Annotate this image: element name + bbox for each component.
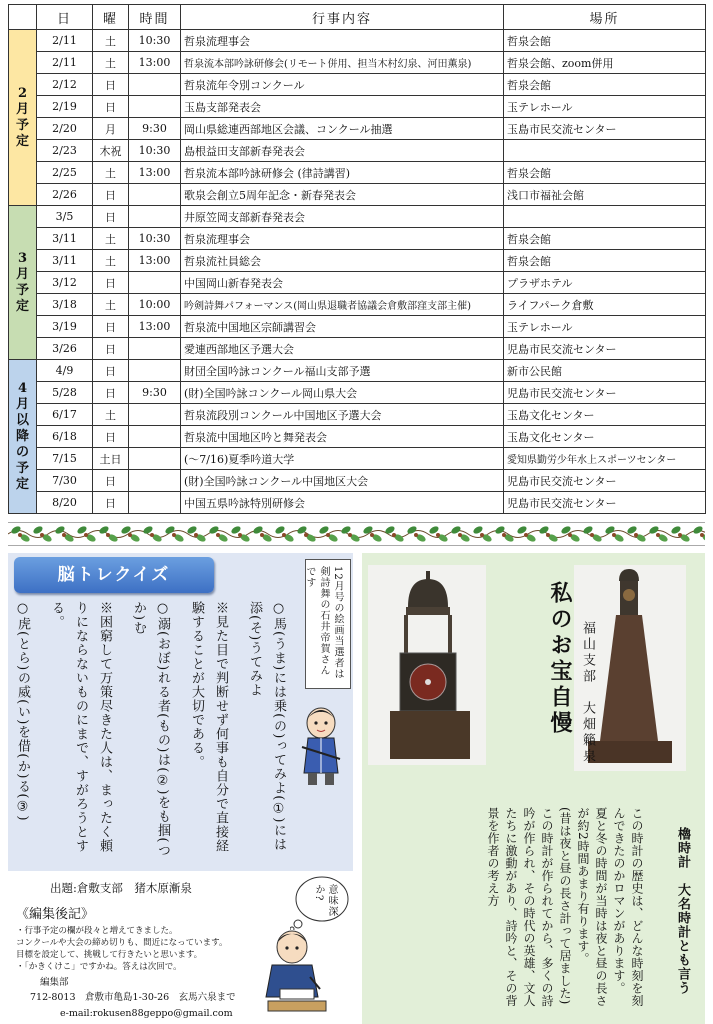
cell-event: 哲泉流社員総会 bbox=[181, 250, 504, 272]
cell-weekday: 日 bbox=[93, 74, 129, 96]
leaf-border-decoration bbox=[8, 522, 705, 546]
quiz-explanation-1: ※見た目で判断せず何事も自分で直接経験することが大切である。 bbox=[189, 601, 228, 853]
cell-event: 哲泉流年令別コンクール bbox=[181, 74, 504, 96]
cell-weekday: 日 bbox=[93, 272, 129, 294]
quiz-question-3: ○虎(とら)の威(い)を借(か)る(③) bbox=[15, 601, 30, 822]
editor-department: 編集部 bbox=[40, 977, 69, 988]
table-row bbox=[9, 184, 706, 206]
cell-date: 2/19 bbox=[37, 96, 93, 118]
table-row bbox=[9, 162, 706, 184]
cell-weekday: 土 bbox=[93, 228, 129, 250]
cell-date: 2/11 bbox=[37, 30, 93, 52]
cell-event: (〜7/16)夏季吟道大学 bbox=[181, 448, 504, 470]
table-row bbox=[9, 30, 706, 52]
cell-time bbox=[129, 184, 181, 206]
cell-date: 4/9 bbox=[37, 360, 93, 382]
cell-date: 7/15 bbox=[37, 448, 93, 470]
treasure-heading: 櫓時計 大名時計とも言う bbox=[675, 827, 690, 995]
cell-place bbox=[504, 140, 706, 162]
cell-time bbox=[129, 338, 181, 360]
table-header-row bbox=[9, 5, 706, 30]
cell-weekday: 日 bbox=[93, 316, 129, 338]
month-label-apr bbox=[9, 360, 37, 514]
cell-weekday: 土日 bbox=[93, 448, 129, 470]
table-row bbox=[9, 272, 706, 294]
cell-place: 玉島文化センター bbox=[504, 426, 706, 448]
cell-weekday: 木祝 bbox=[93, 140, 129, 162]
header-date: 日 bbox=[37, 5, 93, 30]
cell-time bbox=[129, 360, 181, 382]
cell-weekday: 日 bbox=[93, 338, 129, 360]
cell-time bbox=[129, 272, 181, 294]
cell-date: 2/11 bbox=[37, 52, 93, 74]
cell-time: 13:00 bbox=[129, 250, 181, 272]
cell-place: 哲泉会館 bbox=[504, 162, 706, 184]
cell-event: 哲泉流中国地区吟と舞発表会 bbox=[181, 426, 504, 448]
table-row bbox=[9, 206, 706, 228]
cell-weekday: 日 bbox=[93, 360, 129, 382]
quiz-question-1: ○馬(うま)には乗(の)ってみよ(①)には添(そ)うてみよ bbox=[247, 601, 286, 852]
table-row bbox=[9, 316, 706, 338]
cell-date: 3/11 bbox=[37, 228, 93, 250]
clock-photo-1 bbox=[368, 565, 486, 765]
table-row bbox=[9, 140, 706, 162]
table-row bbox=[9, 118, 706, 140]
cell-weekday: 土 bbox=[93, 250, 129, 272]
cell-date: 3/19 bbox=[37, 316, 93, 338]
cell-time bbox=[129, 426, 181, 448]
treasure-paragraph: 夏と冬の時間が当時は夜と昼の長さが約2時間あまり有ります。 bbox=[576, 807, 608, 1007]
cell-weekday: 土 bbox=[93, 162, 129, 184]
cell-place: 新市公民館 bbox=[504, 360, 706, 382]
treasure-paragraph: (昔は夜と昼の長さ計って居ました) bbox=[558, 807, 572, 1005]
quiz-explanation-2: ※困窮して万策尽きた人は、まったく頼りにならないものにまで、すがろうとする。 bbox=[49, 601, 112, 853]
cell-date: 2/20 bbox=[37, 118, 93, 140]
cell-place: 児島市民交流センター bbox=[504, 338, 706, 360]
editor-notes bbox=[16, 925, 227, 973]
cell-place: 玉テレホール bbox=[504, 96, 706, 118]
thought-bubble bbox=[290, 874, 350, 924]
month-label-text: 4月以降の予定 bbox=[15, 380, 29, 492]
cell-event: 歌泉会創立5周年記念・新春発表会 bbox=[181, 184, 504, 206]
cell-date: 2/26 bbox=[37, 184, 93, 206]
cell-event: (財)全国吟詠コンクール岡山県大会 bbox=[181, 382, 504, 404]
cell-date: 2/23 bbox=[37, 140, 93, 162]
table-row bbox=[9, 338, 706, 360]
month-label-feb bbox=[9, 30, 37, 206]
month-label-text: 3月予定 bbox=[15, 250, 29, 314]
header-weekday: 曜 bbox=[93, 5, 129, 30]
cell-time bbox=[129, 96, 181, 118]
winner-note: 12月号の絵画当選者は剣詩舞の石井帝賀さんです bbox=[304, 566, 343, 680]
month-label-text: 2月予定 bbox=[15, 85, 29, 149]
cell-time: 10:30 bbox=[129, 30, 181, 52]
cell-date: 3/18 bbox=[37, 294, 93, 316]
calligrapher-illustration-icon bbox=[262, 925, 332, 1015]
table-row bbox=[9, 492, 706, 514]
cell-place: 愛知県勤労少年水上スポーツセンター bbox=[504, 448, 706, 470]
table-row bbox=[9, 470, 706, 492]
cell-time bbox=[129, 470, 181, 492]
quiz-body bbox=[15, 601, 290, 865]
quiz-panel bbox=[8, 553, 353, 871]
cell-place: 玉島市民交流センター bbox=[504, 118, 706, 140]
cell-date: 8/20 bbox=[37, 492, 93, 514]
cell-event: 岡山県総連西部地区会議、コンクール抽選 bbox=[181, 118, 504, 140]
cell-event: 井原笠岡支部新春発表会 bbox=[181, 206, 504, 228]
table-row bbox=[9, 382, 706, 404]
table-row bbox=[9, 448, 706, 470]
cell-place: 哲泉会館 bbox=[504, 74, 706, 96]
cell-time bbox=[129, 492, 181, 514]
cell-time: 13:00 bbox=[129, 316, 181, 338]
cell-date: 6/17 bbox=[37, 404, 93, 426]
cell-place: 哲泉会館 bbox=[504, 228, 706, 250]
winner-note-box bbox=[305, 559, 351, 689]
schedule-table bbox=[8, 4, 706, 514]
cell-event: 哲泉流理事会 bbox=[181, 228, 504, 250]
cell-event: 哲泉流本部吟詠研修会(リモート併用、担当木村幻泉、河田薫泉) bbox=[181, 52, 504, 74]
table-row bbox=[9, 294, 706, 316]
cell-weekday: 土 bbox=[93, 294, 129, 316]
cell-event: 島根益田支部新春発表会 bbox=[181, 140, 504, 162]
cell-weekday: 日 bbox=[93, 206, 129, 228]
treasure-panel bbox=[362, 553, 705, 1024]
cell-weekday: 日 bbox=[93, 184, 129, 206]
cell-event: 哲泉流中国地区宗師講習会 bbox=[181, 316, 504, 338]
table-row bbox=[9, 52, 706, 74]
table-row bbox=[9, 404, 706, 426]
quiz-question-2: ○溺(おぼ)れる者(もの)は(②)をも掴(つか)む bbox=[131, 601, 170, 858]
bubble-text: 意味深か? bbox=[313, 884, 337, 917]
cell-place: 児島市民交流センター bbox=[504, 382, 706, 404]
cell-event: 愛連西部地区予選大会 bbox=[181, 338, 504, 360]
quiz-credit: 出題:倉敷支部 猪木原漸泉 bbox=[50, 881, 192, 895]
cell-place bbox=[504, 206, 706, 228]
cell-time bbox=[129, 448, 181, 470]
month-label-mar bbox=[9, 206, 37, 360]
header-event: 行事内容 bbox=[181, 5, 504, 30]
cell-event: 中国五県吟詠特別研修会 bbox=[181, 492, 504, 514]
cell-weekday: 土 bbox=[93, 404, 129, 426]
cell-place: 哲泉会館 bbox=[504, 30, 706, 52]
cell-date: 6/18 bbox=[37, 426, 93, 448]
editor-note: コンクールや大会の締め切りも、間近になっています。 bbox=[16, 938, 228, 948]
cell-time: 10:00 bbox=[129, 294, 181, 316]
editor-address: 712-8013 倉敷市亀島1-30-26 玄馬六泉まで bbox=[30, 992, 236, 1003]
cell-date: 3/11 bbox=[37, 250, 93, 272]
treasure-author: 福山支部 大畑籟泉 bbox=[580, 621, 595, 765]
cell-place: 玉島文化センター bbox=[504, 404, 706, 426]
quiz-title: 脳トレクイズ bbox=[14, 557, 214, 593]
cell-event: 財団全国吟詠コンクール福山支部予選 bbox=[181, 360, 504, 382]
cell-date: 2/25 bbox=[37, 162, 93, 184]
leaf-vine-icon bbox=[8, 523, 705, 545]
cell-time bbox=[129, 206, 181, 228]
cell-weekday: 日 bbox=[93, 426, 129, 448]
cell-event: 哲泉流理事会 bbox=[181, 30, 504, 52]
cell-weekday: 土 bbox=[93, 30, 129, 52]
table-row bbox=[9, 96, 706, 118]
editor-email: e-mail:rokusen88geppo@gmail.com bbox=[60, 1008, 233, 1019]
editor-note: 目標を設定して、挑戦して行きたいと思います。 bbox=[16, 950, 203, 960]
cell-date: 2/12 bbox=[37, 74, 93, 96]
cell-date: 3/12 bbox=[37, 272, 93, 294]
cell-event: 哲泉流段別コンクール中国地区予選大会 bbox=[181, 404, 504, 426]
cell-event: (財)全国吟詠コンクール中国地区大会 bbox=[181, 470, 504, 492]
cell-weekday: 日 bbox=[93, 382, 129, 404]
editor-heading: 《編集後記》 bbox=[16, 907, 95, 922]
editor-note: ・「かきくけこ」ですかね。答えは次回で。 bbox=[16, 962, 182, 972]
cell-place: ライフパーク倉敷 bbox=[504, 294, 706, 316]
table-row bbox=[9, 74, 706, 96]
table-row bbox=[9, 360, 706, 382]
cell-weekday: 日 bbox=[93, 470, 129, 492]
treasure-body bbox=[374, 807, 646, 1012]
table-row bbox=[9, 250, 706, 272]
table-row bbox=[9, 228, 706, 250]
cell-weekday: 土 bbox=[93, 52, 129, 74]
cell-time: 9:30 bbox=[129, 118, 181, 140]
cell-event: 中国岡山新春発表会 bbox=[181, 272, 504, 294]
cell-place: 児島市民交流センター bbox=[504, 492, 706, 514]
cell-time: 10:30 bbox=[129, 140, 181, 162]
treasure-title: 私のお宝自慢 bbox=[547, 581, 573, 737]
cell-place: 哲泉会館、zoom併用 bbox=[504, 52, 706, 74]
cell-weekday: 日 bbox=[93, 96, 129, 118]
cell-place: プラザホテル bbox=[504, 272, 706, 294]
cell-date: 3/26 bbox=[37, 338, 93, 360]
samurai-boy-illustration-icon bbox=[296, 703, 346, 787]
bell-clock-icon bbox=[368, 565, 486, 765]
cell-time bbox=[129, 74, 181, 96]
cell-event: 哲泉流本部吟詠研修会 (律詩講習) bbox=[181, 162, 504, 184]
cell-time bbox=[129, 404, 181, 426]
cell-date: 3/5 bbox=[37, 206, 93, 228]
cell-place: 玉テレホール bbox=[504, 316, 706, 338]
cell-time: 10:30 bbox=[129, 228, 181, 250]
header-place: 場所 bbox=[504, 5, 706, 30]
cell-place: 哲泉会館 bbox=[504, 250, 706, 272]
cell-date: 5/28 bbox=[37, 382, 93, 404]
cell-weekday: 月 bbox=[93, 118, 129, 140]
cell-date: 7/30 bbox=[37, 470, 93, 492]
treasure-paragraph: この時計が作られてから、多くの詩吟が作られ、その時代の英雄、文人たちに激動があり、詩吟と、その背景を作者の考え方 bbox=[486, 807, 554, 1007]
editor-note: ・行事予定の欄が段々と増えてきました。 bbox=[16, 926, 178, 936]
header-time: 時間 bbox=[129, 5, 181, 30]
cell-time: 13:00 bbox=[129, 52, 181, 74]
cell-place: 児島市民交流センター bbox=[504, 470, 706, 492]
table-row bbox=[9, 426, 706, 448]
cell-event: 玉島支部発表会 bbox=[181, 96, 504, 118]
cell-time: 9:30 bbox=[129, 382, 181, 404]
cell-weekday: 日 bbox=[93, 492, 129, 514]
cell-place: 浅口市福祉会館 bbox=[504, 184, 706, 206]
cell-event: 吟剣詩舞パフォーマンス(岡山県退職者協議会倉敷部窪支部主催) bbox=[181, 294, 504, 316]
treasure-paragraph: この時計の歴史は、どんな時刻を刻んできたのかロマンがあります。 bbox=[612, 807, 644, 1007]
cell-time: 13:00 bbox=[129, 162, 181, 184]
